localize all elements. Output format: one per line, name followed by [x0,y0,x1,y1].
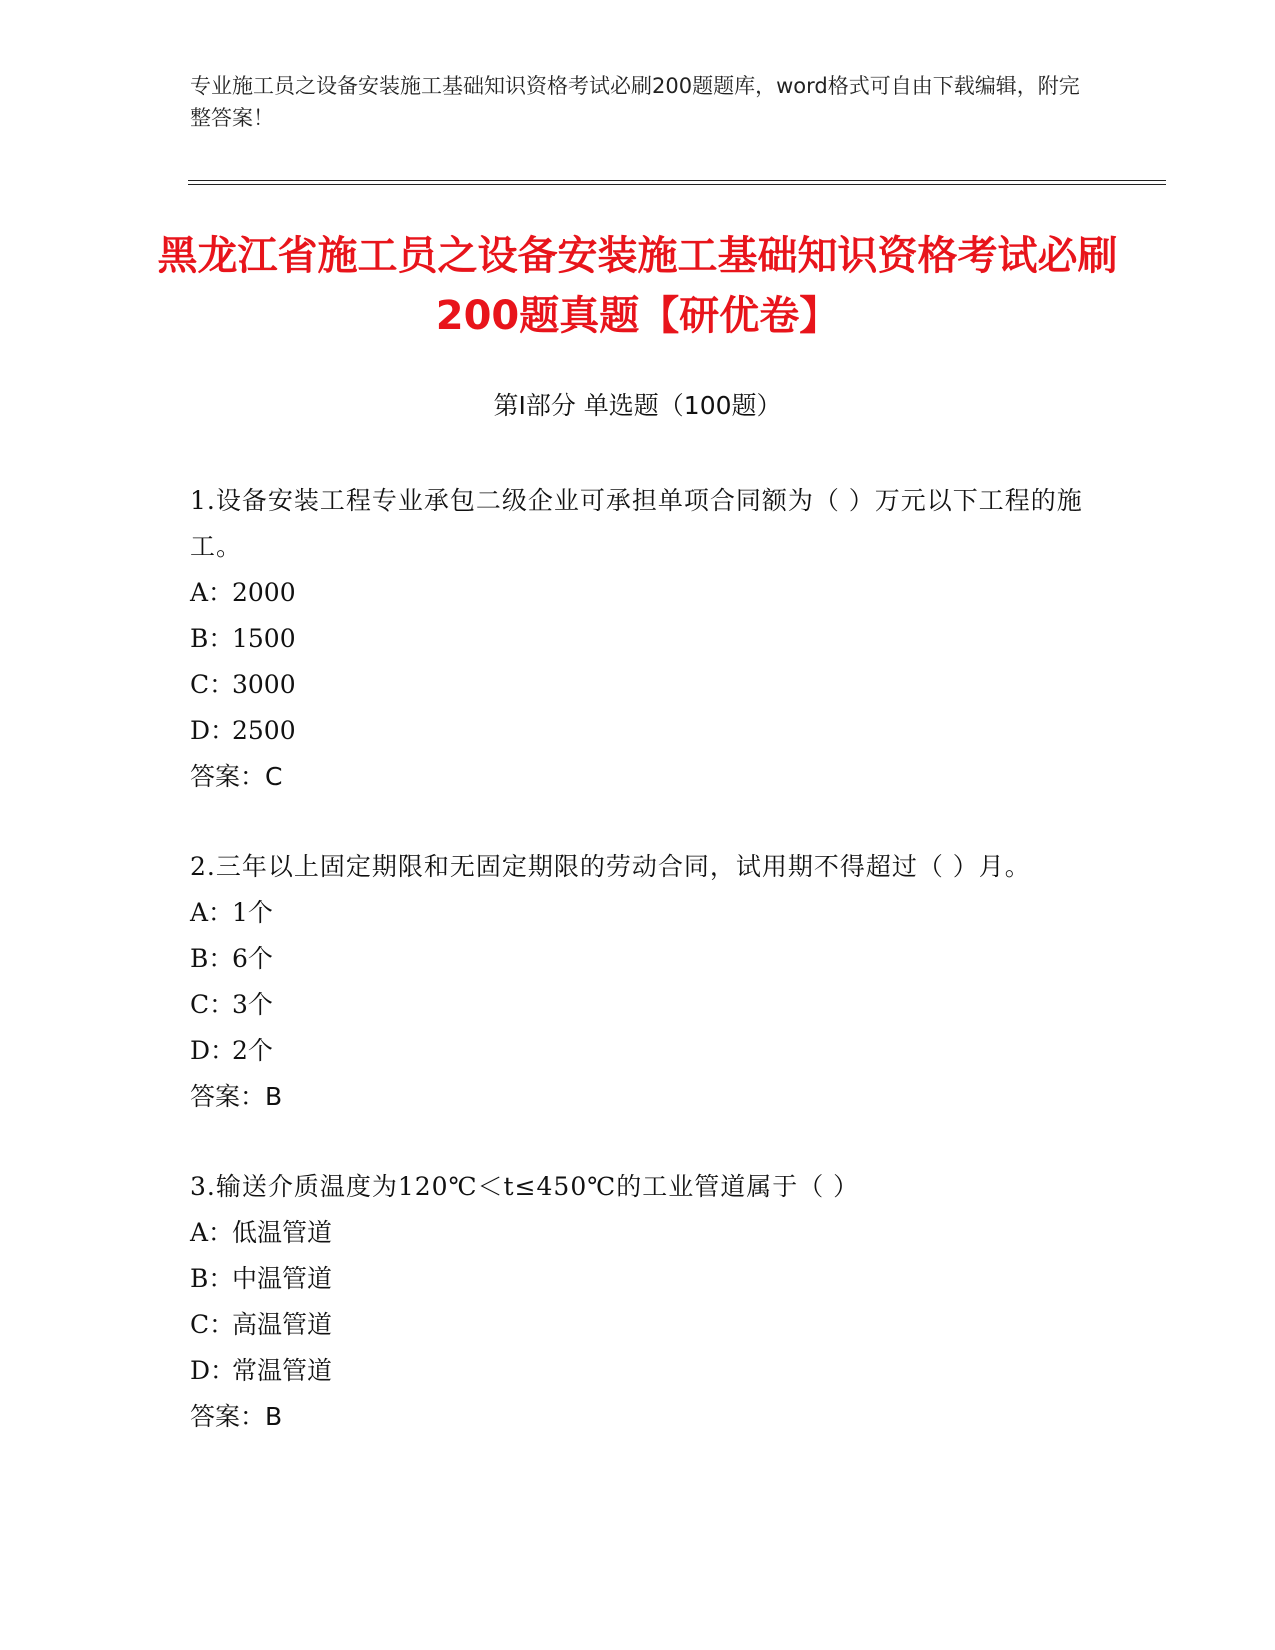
option-text: 2000 [232,578,296,607]
option-text: 1个 [232,898,273,927]
option-letter: D： [190,1356,236,1385]
option-text: 3个 [232,990,273,1019]
option-text: 1500 [232,624,296,653]
option-c [190,1302,1090,1348]
question-item [190,478,1090,800]
option-letter: A： [190,578,234,607]
option-letter: C： [190,1310,235,1339]
header-note: 专业施工员之设备安装施工基础知识资格考试必刷200题题库，word格式可自由下载编辑，附完整答案！ [190,74,1080,130]
option-letter: C： [190,990,235,1019]
option-text: 中温管道 [232,1264,333,1293]
option-letter: B： [190,1264,234,1293]
option-text: 2个 [232,1036,273,1065]
question-list [190,478,1090,1484]
option-a [190,570,1090,616]
answer-line: 答案：B [190,1402,283,1431]
question-stem: 2.三年以上固定期限和无固定期限的劳动合同，试用期不得超过（ ）月。 [190,852,1031,881]
answer-line: 答案：C [190,762,283,791]
question-stem: 3.输送介质温度为120℃＜t≤450℃的工业管道属于（ ） [190,1172,860,1201]
option-b [190,1256,1090,1302]
option-letter: D： [190,716,236,745]
option-d [190,708,1090,754]
option-text: 常温管道 [232,1356,333,1385]
question-item [190,1164,1090,1440]
option-c [190,982,1090,1028]
option-text: 6个 [232,944,273,973]
option-letter: B： [190,944,234,973]
option-d [190,1348,1090,1394]
option-letter: A： [190,898,234,927]
option-text: 2500 [232,716,296,745]
option-text: 高温管道 [232,1310,333,1339]
question-stem: 1.设备安装工程专业承包二级企业可承担单项合同额为（ ）万元以下工程的施工。 [190,486,1083,561]
option-text: 低温管道 [232,1218,333,1247]
section-heading: 第I部分 单选题（100题） [493,391,782,420]
question-item [190,844,1090,1120]
answer-line: 答案：B [190,1082,283,1111]
option-letter: B： [190,624,234,653]
option-d [190,1028,1090,1074]
option-letter: D： [190,1036,236,1065]
header-divider-secondary [188,184,1166,185]
option-text: 3000 [232,670,296,699]
document-title: 黑龙江省施工员之设备安装施工基础知识资格考试必刷200题真题【研优卷】 [157,233,1118,339]
option-letter: C： [190,670,235,699]
option-b [190,616,1090,662]
option-letter: A： [190,1218,234,1247]
option-c [190,662,1090,708]
option-a [190,890,1090,936]
header-divider [188,180,1166,181]
option-b [190,936,1090,982]
option-a [190,1210,1090,1256]
